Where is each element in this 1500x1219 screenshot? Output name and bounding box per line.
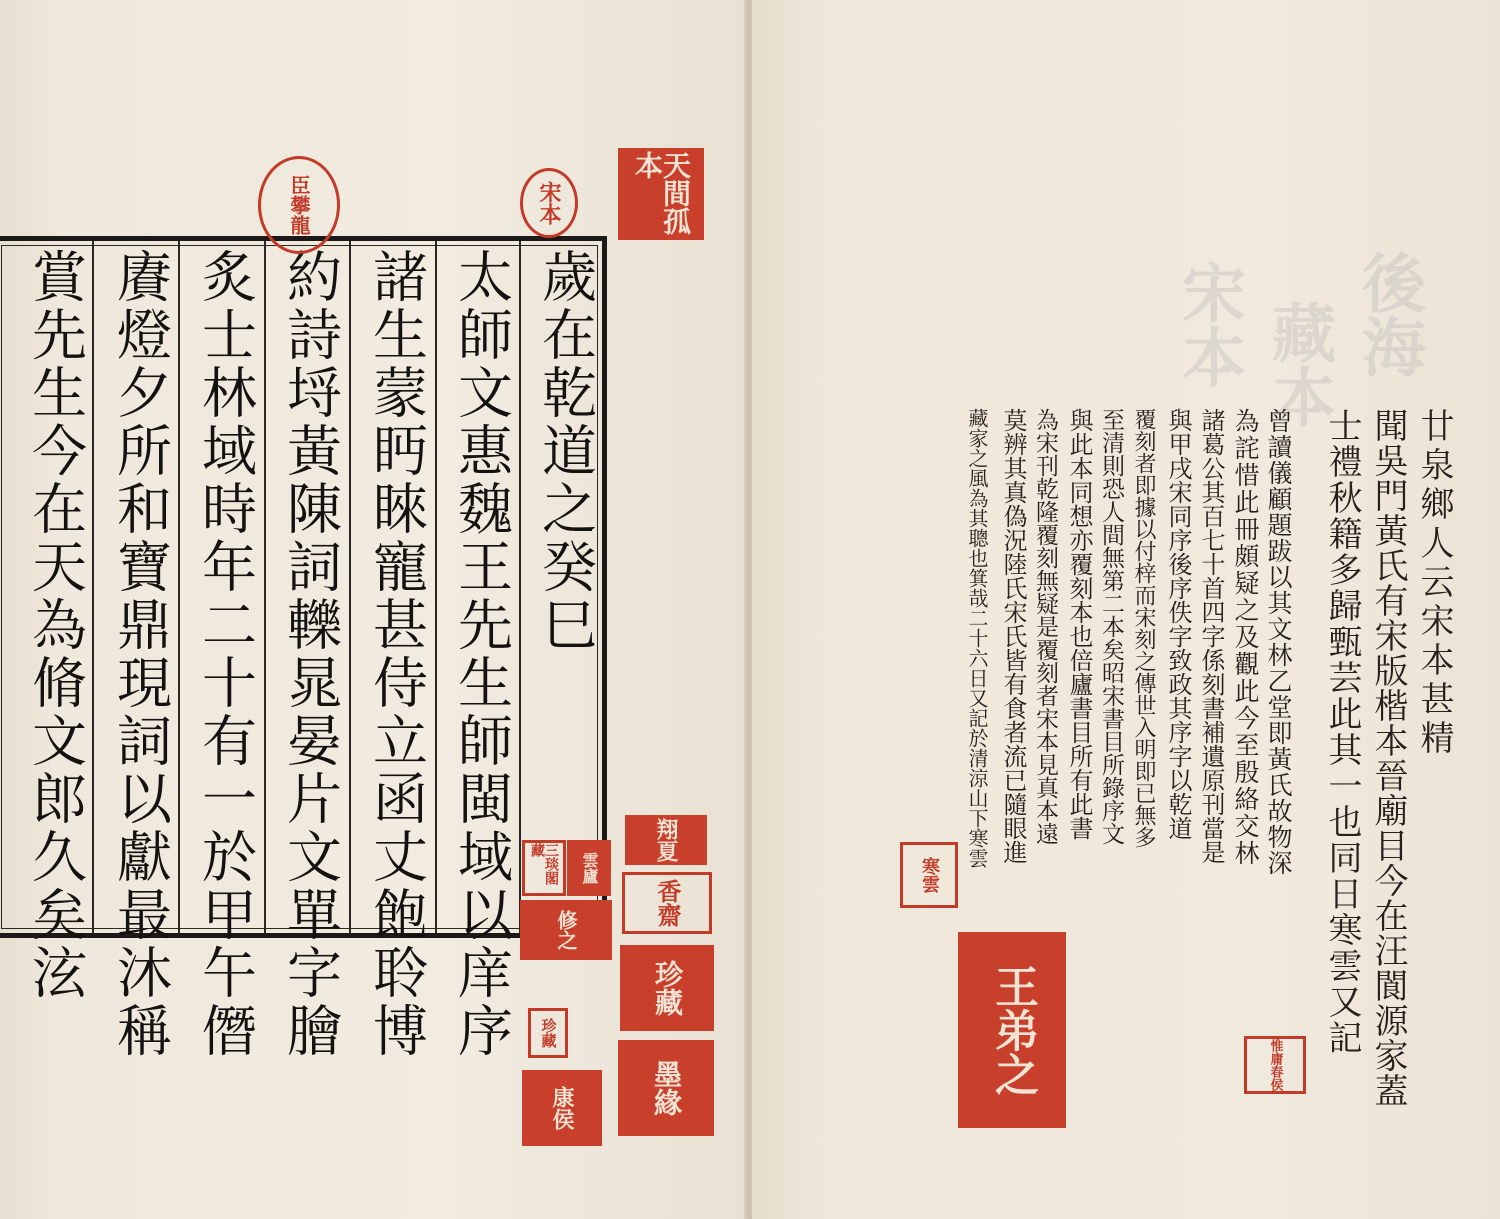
note-column-13: 藏家之風為其聰也箕哉二十六日又記於清涼山下寒雲: [965, 408, 989, 868]
round-seal-top: [258, 156, 340, 254]
note-column-7: 與甲戌宋同序後序佚字致政其序字以乾道: [1164, 408, 1192, 840]
note-column-12: 莫辨其真偽況陸氏宋氏皆有食者流已隨眼進: [999, 408, 1027, 864]
seal-square-d: [522, 1070, 602, 1146]
note-column-10: 與此本同想亦覆刻本也倍廬書目所有此書: [1065, 408, 1093, 840]
seal-text: 惟庸春侯: [1267, 1039, 1283, 1091]
main-text-column-4: 約詩埒黃陳詞轢晁晏片文單字膾: [278, 248, 342, 1060]
seal-text: 修之: [554, 910, 578, 950]
sanqian-seal-a: [522, 840, 566, 896]
show-through-text: 後海: [1351, 250, 1426, 378]
show-through-text: 藏本: [1261, 300, 1336, 428]
note-column-5: 為詫惜此冊頗疑之及觀此今至殷絡交林: [1231, 408, 1260, 867]
seal-text: 宋本: [536, 181, 562, 225]
seal-text: 康侯: [549, 1086, 575, 1130]
seal-text: 三琰閣藏: [529, 843, 559, 885]
sanqian-seal-b: [567, 840, 611, 896]
note-column-3: 士禮秋籍多歸甄芸此其一也同日寒雲又記: [1322, 408, 1362, 1056]
small-seal-right: [1244, 1036, 1306, 1094]
seal-square-b: [520, 900, 612, 960]
note-column-8: 覆刻者即據以付梓而宋刻之傳世入明即已無多: [1131, 408, 1156, 848]
main-text-column-1: 歲在乾道之癸巳: [533, 248, 597, 654]
seal-text: 珍藏: [539, 1018, 558, 1048]
note-column-4: 曾讀儀顧題跋以其文林乙堂即黃氏故物深: [1264, 408, 1293, 876]
songben-round-seal: [520, 168, 578, 238]
main-text-column-7: 賞先生今在天為脩文郎久矣泫: [23, 248, 87, 1002]
seal-text: 天間孤本: [631, 151, 692, 235]
note-column-11: 為宋刊乾隆覆刻無疑是覆刻者宋本見真本遠: [1032, 408, 1058, 845]
note-column-9: 至清則恐人間無第二本矣昭宋書目所錄序文: [1098, 408, 1124, 845]
seal-text: 雲廬: [580, 852, 599, 884]
main-text-column-3: 諸生蒙眄睞寵甚侍立函丈飽聆博: [364, 248, 428, 1060]
seal-right-column-1: [625, 815, 707, 865]
seal-text: 寒雲: [919, 857, 940, 893]
show-through-text: 宋本: [1171, 260, 1246, 388]
seal-right-column-4: [618, 1040, 714, 1136]
seal-text: 王弟之: [987, 964, 1038, 1096]
note-column-1: 廿泉鄉人云宋本甚精: [1414, 408, 1454, 759]
seal-right-column-3: [620, 945, 714, 1031]
seal-text: 珍藏: [651, 960, 684, 1016]
note-column-2: 聞吳門黃氏有宋版楷本晉廟目今在汪閬源家蓋: [1368, 408, 1408, 1108]
tianjian-seal: [618, 148, 704, 240]
note-column-6: 諸葛公其百七十首四字係刻書補遺原刊當是: [1197, 408, 1225, 864]
small-seal-hanyun: [900, 842, 958, 908]
large-square-seal: [958, 932, 1066, 1128]
main-text-column-2: 太師文惠魏王先生師閩域以庠序: [449, 248, 513, 1060]
seal-text: 香齋: [653, 879, 682, 927]
main-text-column-6: 賡燈夕所和寶鼎現詞以獻最沐稱: [108, 248, 172, 1060]
main-text-column-5: 炙士林域時年二十有一於甲午僭: [193, 248, 257, 1060]
seal-small-c: [528, 1008, 568, 1058]
seal-text: 翔夏: [653, 818, 679, 862]
seal-text: 墨緣: [650, 1060, 683, 1116]
right-page: [752, 0, 1500, 1219]
seal-text: 臣攀龍: [287, 175, 311, 235]
seal-right-column-2: [622, 872, 712, 934]
left-page: [0, 0, 748, 1219]
